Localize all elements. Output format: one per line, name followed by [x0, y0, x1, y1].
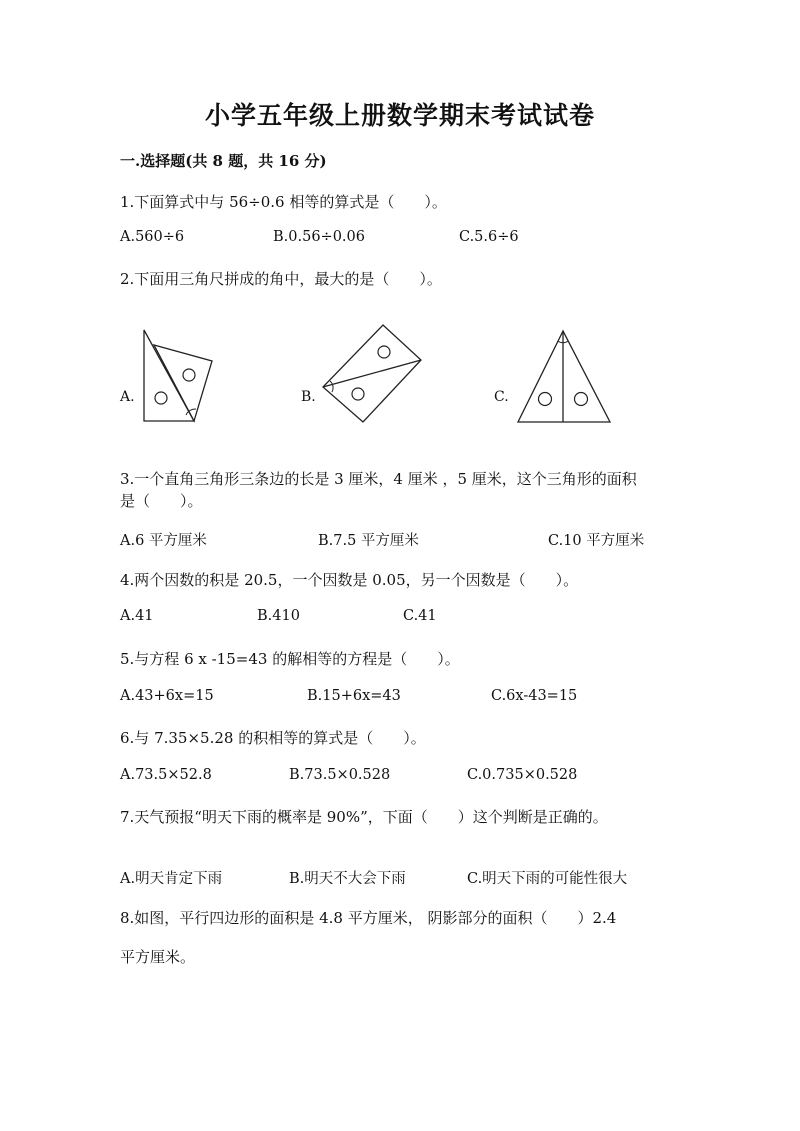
q5-option-c: C.6x-43=15: [491, 688, 578, 704]
question-7: 7.天气预报“明天下雨的概率是 90%”，下面（ ）这个判断是正确的。: [120, 808, 608, 826]
q4-option-a: A.41: [120, 608, 154, 624]
q7-option-c: C.明天下雨的可能性很大: [467, 871, 628, 887]
question-5: 5.与方程 6 x -15=43 的解相等的方程是（ ）。: [120, 650, 460, 668]
section-heading: 一.选择题(共 8 题，共 16 分): [120, 152, 327, 170]
q2-figure-b: [318, 322, 424, 426]
q3-option-c: C.10 平方厘米: [548, 533, 645, 549]
question-3-line2: 是（ ）。: [120, 492, 203, 510]
q3-option-b: B.7.5 平方厘米: [318, 533, 419, 549]
q3-option-a: A.6 平方厘米: [120, 533, 207, 549]
q2-figure-c-label: C.: [494, 389, 509, 405]
q6-option-c: C.0.735×0.528: [467, 767, 578, 783]
q2-figure-a-label: A.: [120, 389, 135, 405]
q1-option-b: B.0.56÷0.06: [273, 229, 365, 245]
question-1: 1.下面算式中与 56÷0.6 相等的算式是（ ）。: [120, 193, 447, 211]
q4-option-c: C.41: [403, 608, 437, 624]
q5-option-b: B.15+6x=43: [307, 688, 401, 704]
question-8-line2: 平方厘米。: [120, 948, 196, 966]
q1-option-c: C.5.6÷6: [459, 229, 519, 245]
q7-option-b: B.明天不大会下雨: [289, 871, 406, 887]
question-4: 4.两个因数的积是 20.5，一个因数是 0.05，另一个因数是（ ）。: [120, 571, 579, 589]
q6-option-b: B.73.5×0.528: [289, 767, 391, 783]
q2-figure-b-label: B.: [301, 389, 316, 405]
q2-figure-c: [514, 328, 614, 426]
q6-option-a: A.73.5×52.8: [120, 767, 212, 783]
q5-option-a: A.43+6x=15: [120, 688, 214, 704]
question-8-line1: 8.如图，平行四边形的面积是 4.8 平方厘米， 阴影部分的面积（ ）2.4: [120, 909, 617, 927]
q7-option-a: A.明天肯定下雨: [120, 871, 223, 887]
page-title: 小学五年级上册数学期末考试试卷: [204, 101, 595, 130]
question-6: 6.与 7.35×5.28 的积相等的算式是（ ）。: [120, 729, 426, 747]
q1-option-a: A.560÷6: [120, 229, 185, 245]
q2-figure-a: [138, 325, 218, 425]
question-2: 2.下面用三角尺拼成的角中，最大的是（ ）。: [120, 270, 442, 288]
question-3-line1: 3.一个直角三角形三条边的长是 3 厘米，4 厘米 ，5 厘米，这个三角形的面积: [120, 470, 637, 488]
q4-option-b: B.410: [257, 608, 300, 624]
